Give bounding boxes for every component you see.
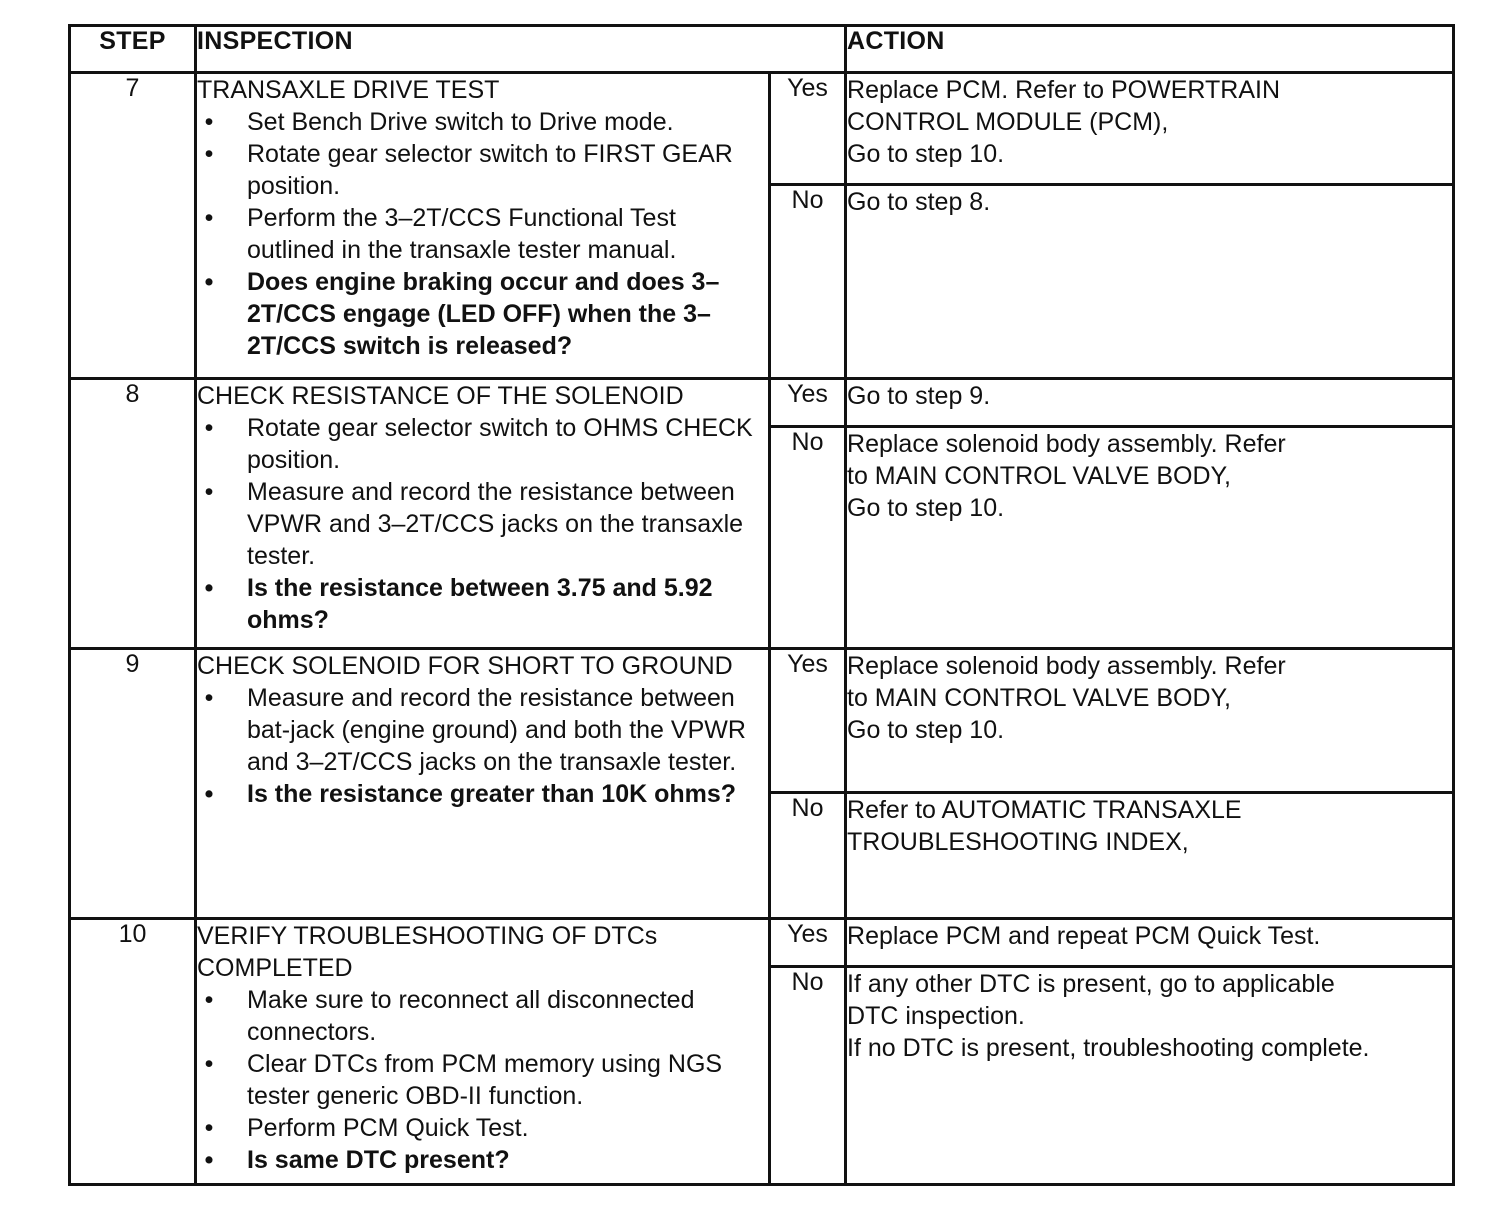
- bullet-item: • Measure and record the resistance between VPWR and 3–2T/CCS jacks on the transaxle tester.: [204, 478, 744, 570]
- no-label: No: [770, 185, 846, 379]
- bullet-question: • Is the resistance between 3.75 and 5.92 ohms?: [204, 574, 713, 634]
- step-number: 8: [70, 379, 196, 649]
- bullet-question: • Does engine braking occur and does 3–2T/CCS engage (LED OFF) when the 3–2T/CCS switch is released?: [204, 268, 720, 360]
- step-row-yes: [70, 919, 1454, 967]
- header-inspection: INSPECTION: [196, 26, 846, 73]
- no-action: Refer to AUTOMATIC TRANSAXLE TROUBLESHOOTING INDEX,: [846, 793, 1454, 919]
- inspection-cell: [196, 379, 770, 649]
- yes-action: Replace PCM and repeat PCM Quick Test.: [846, 919, 1454, 967]
- yes-action: Replace solenoid body assembly. Refer to MAIN CONTROL VALVE BODY, Go to step 10.: [846, 649, 1454, 793]
- bullet-item: • Rotate gear selector switch to OHMS CHECK position.: [204, 414, 753, 474]
- step-number: 7: [70, 73, 196, 379]
- step-number: 9: [70, 649, 196, 919]
- bullet-item: • Perform the 3–2T/CCS Functional Test outlined in the transaxle tester manual.: [204, 204, 677, 264]
- no-label: No: [770, 967, 846, 1185]
- bullet-item: • Set Bench Drive switch to Drive mode.: [204, 108, 674, 136]
- header-row: [70, 26, 1454, 73]
- step-row-yes: [70, 649, 1454, 793]
- no-action: Go to step 8.: [846, 185, 1454, 379]
- yes-label: Yes: [770, 379, 846, 427]
- header-step: STEP: [70, 26, 196, 73]
- no-label: No: [770, 793, 846, 919]
- inspection-bullets: [197, 682, 768, 810]
- yes-label: Yes: [770, 649, 846, 793]
- no-label: No: [770, 427, 846, 649]
- header-action: ACTION: [846, 26, 1454, 73]
- bullet-question: • Is the resistance greater than 10K ohms?: [204, 780, 737, 808]
- yes-label: Yes: [770, 73, 846, 185]
- inspection-title: VERIFY TROUBLESHOOTING OF DTCs COMPLETED: [197, 922, 658, 982]
- no-action: If any other DTC is present, go to applicable DTC inspection. If no DTC is present, troubleshooting complete.: [846, 967, 1454, 1185]
- bullet-item: • Measure and record the resistance between bat-jack (engine ground) and both the VPWR and 3–2T/CCS jacks on the transaxle tester.: [204, 684, 746, 776]
- inspection-bullets: [197, 984, 768, 1176]
- inspection-cell: [196, 919, 770, 1185]
- bullet-question: • Is same DTC present?: [204, 1146, 510, 1174]
- step-row-yes: [70, 73, 1454, 185]
- inspection-cell: [196, 73, 770, 379]
- inspection-title: TRANSAXLE DRIVE TEST: [197, 76, 500, 104]
- bullet-item: • Perform PCM Quick Test.: [204, 1114, 529, 1142]
- yes-action: Go to step 9.: [846, 379, 1454, 427]
- inspection-title: CHECK SOLENOID FOR SHORT TO GROUND: [197, 652, 733, 680]
- inspection-title: CHECK RESISTANCE OF THE SOLENOID: [197, 382, 684, 410]
- inspection-cell: [196, 649, 770, 919]
- yes-label: Yes: [770, 919, 846, 967]
- no-action: Replace solenoid body assembly. Refer to MAIN CONTROL VALVE BODY, Go to step 10.: [846, 427, 1454, 649]
- diagnostic-table: [68, 24, 1455, 1186]
- bullet-item: • Make sure to reconnect all disconnected connectors.: [204, 986, 695, 1046]
- inspection-bullets: [197, 106, 768, 362]
- bullet-item: • Clear DTCs from PCM memory using NGS tester generic OBD-II function.: [204, 1050, 723, 1110]
- bullet-item: • Rotate gear selector switch to FIRST GEAR position.: [204, 140, 733, 200]
- diagnostic-table-sheet: [68, 24, 1452, 1190]
- yes-action: Replace PCM. Refer to POWERTRAIN CONTROL MODULE (PCM), Go to step 10.: [846, 73, 1454, 185]
- inspection-bullets: [197, 412, 768, 636]
- step-number: 10: [70, 919, 196, 1185]
- step-row-yes: [70, 379, 1454, 427]
